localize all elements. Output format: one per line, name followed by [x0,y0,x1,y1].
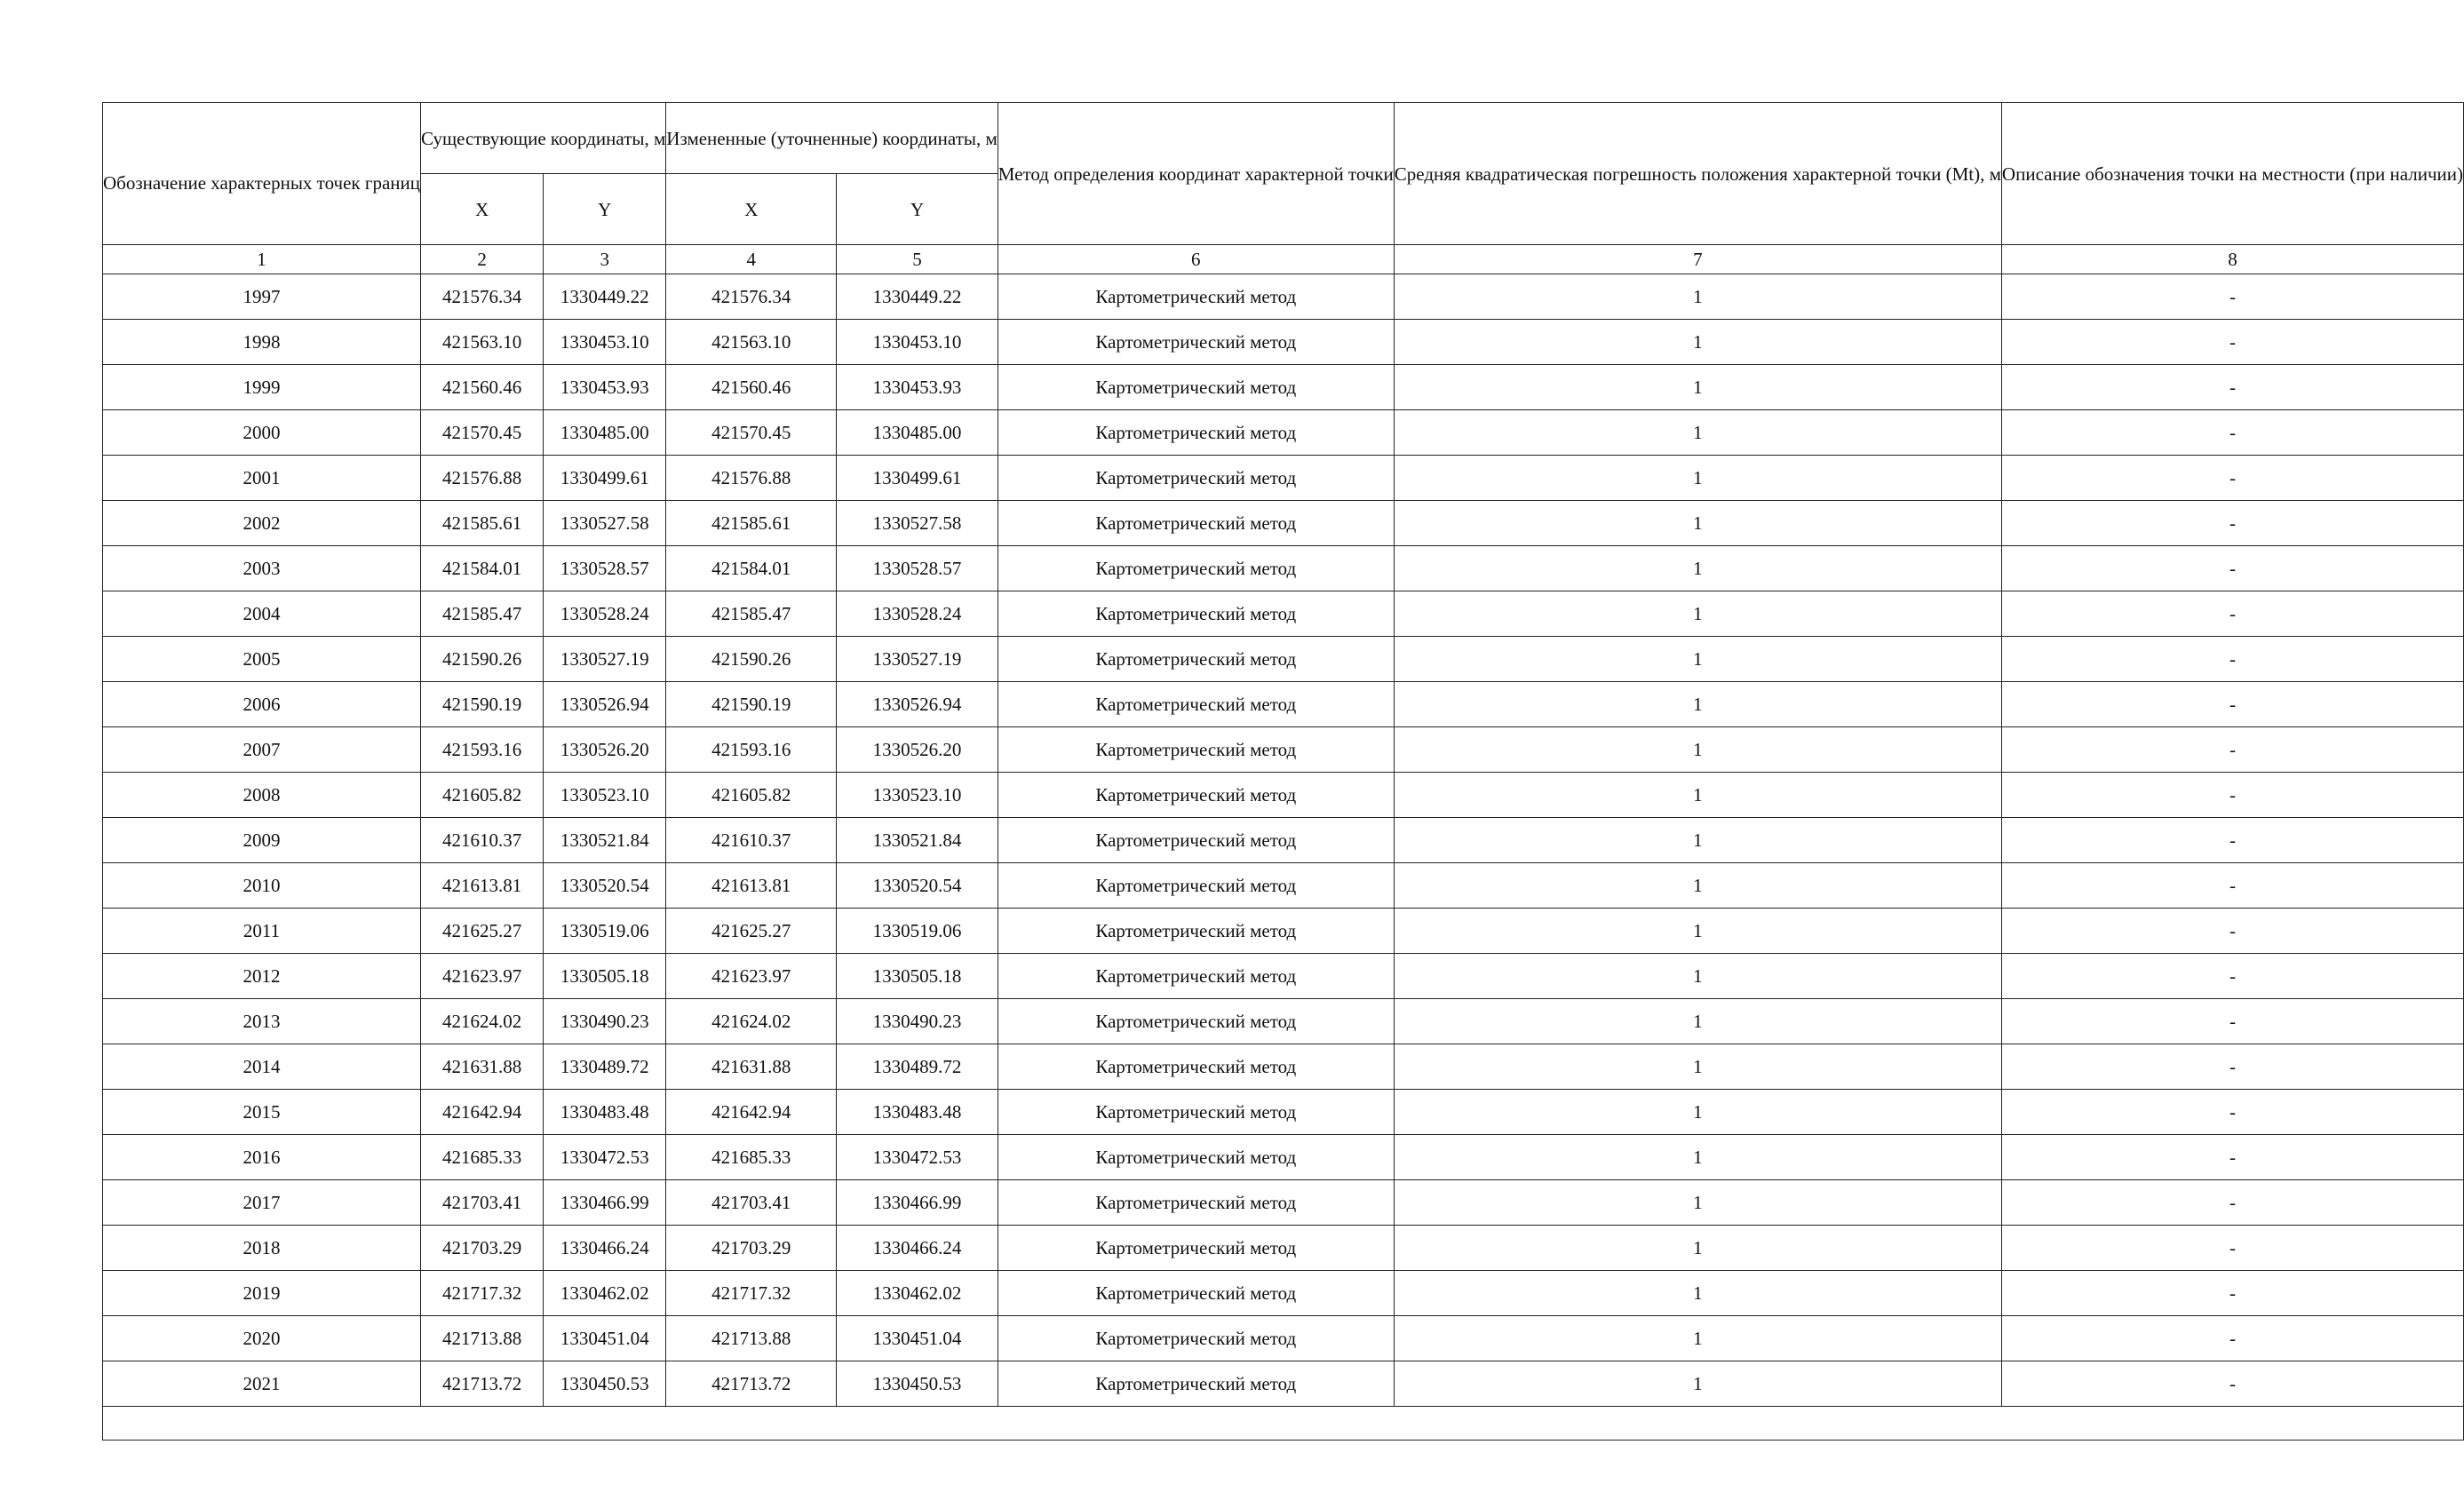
changed-y-cell: 1330451.04 [837,1316,998,1361]
column-number: 2 [421,245,544,274]
changed-x-cell: 421563.10 [666,320,837,365]
header-description: Описание обозначения точки на местности (при наличии) [2001,103,2463,245]
point-designation: 2019 [103,1271,421,1316]
changed-y-cell: 1330527.58 [837,501,998,546]
description-cell: - [2001,1226,2463,1271]
existing-y-cell: 1330526.94 [544,682,666,727]
changed-x-cell: 421642.94 [666,1090,837,1135]
description-cell: - [2001,818,2463,863]
changed-y-cell: 1330528.24 [837,591,998,637]
existing-x-cell: 421713.72 [421,1361,544,1407]
changed-x-cell: 421613.81 [666,863,837,909]
description-cell: - [2001,682,2463,727]
table-row [103,1226,2464,1271]
method-cell: Картометрический метод [998,546,1394,591]
column-number: 4 [666,245,837,274]
method-cell: Картометрический метод [998,1135,1394,1180]
existing-x-cell: 421631.88 [421,1044,544,1090]
table-row [103,954,2464,999]
changed-x-cell: 421631.88 [666,1044,837,1090]
changed-y-cell: 1330523.10 [837,773,998,818]
mean-error-cell: 1 [1394,365,2001,410]
method-cell: Картометрический метод [998,365,1394,410]
mean-error-cell: 1 [1394,1044,2001,1090]
existing-x-cell: 421613.81 [421,863,544,909]
changed-x-cell: 421576.88 [666,456,837,501]
point-designation: 2004 [103,591,421,637]
table-row [103,1271,2464,1316]
changed-x-cell: 421623.97 [666,954,837,999]
method-cell: Картометрический метод [998,1226,1394,1271]
mean-error-cell: 1 [1394,546,2001,591]
changed-x-cell: 421713.88 [666,1316,837,1361]
existing-y-cell: 1330527.19 [544,637,666,682]
existing-y-cell: 1330483.48 [544,1090,666,1135]
changed-y-cell: 1330520.54 [837,863,998,909]
mean-error-cell: 1 [1394,727,2001,773]
point-designation: 2009 [103,818,421,863]
point-designation: 2013 [103,999,421,1044]
description-cell: - [2001,727,2463,773]
method-cell: Картометрический метод [998,1271,1394,1316]
method-cell: Картометрический метод [998,818,1394,863]
existing-y-cell: 1330499.61 [544,456,666,501]
mean-error-cell: 1 [1394,410,2001,456]
method-cell: Картометрический метод [998,909,1394,954]
column-number: 5 [837,245,998,274]
column-number: 7 [1394,245,2001,274]
changed-y-cell: 1330490.23 [837,999,998,1044]
footer-empty-cell [103,1407,2464,1441]
point-designation: 2006 [103,682,421,727]
mean-error-cell: 1 [1394,1271,2001,1316]
point-designation: 2021 [103,1361,421,1407]
method-cell: Картометрический метод [998,1044,1394,1090]
existing-x-cell: 421610.37 [421,818,544,863]
table-row [103,1316,2464,1361]
table-row [103,1135,2464,1180]
point-designation: 1999 [103,365,421,410]
table-row [103,863,2464,909]
changed-y-cell: 1330527.19 [837,637,998,682]
description-cell: - [2001,1044,2463,1090]
changed-y-cell: 1330519.06 [837,909,998,954]
description-cell: - [2001,909,2463,954]
existing-x-cell: 421576.88 [421,456,544,501]
header-changed-x: X [666,174,837,245]
mean-error-cell: 1 [1394,1226,2001,1271]
table-row [103,1044,2464,1090]
description-cell: - [2001,773,2463,818]
changed-x-cell: 421590.19 [666,682,837,727]
point-designation: 2003 [103,546,421,591]
existing-y-cell: 1330466.24 [544,1226,666,1271]
mean-error-cell: 1 [1394,274,2001,320]
existing-y-cell: 1330453.93 [544,365,666,410]
description-cell: - [2001,1316,2463,1361]
header-existing-y: Y [544,174,666,245]
column-number: 6 [998,245,1394,274]
point-designation: 2001 [103,456,421,501]
point-designation: 1998 [103,320,421,365]
changed-x-cell: 421593.16 [666,727,837,773]
changed-y-cell: 1330499.61 [837,456,998,501]
table-row [103,501,2464,546]
description-cell: - [2001,637,2463,682]
table-row [103,909,2464,954]
table-row [103,365,2464,410]
existing-y-cell: 1330528.57 [544,546,666,591]
changed-x-cell: 421625.27 [666,909,837,954]
existing-x-cell: 421624.02 [421,999,544,1044]
point-designation: 2005 [103,637,421,682]
column-number: 8 [2001,245,2463,274]
existing-x-cell: 421605.82 [421,773,544,818]
mean-error-cell: 1 [1394,1361,2001,1407]
existing-x-cell: 421717.32 [421,1271,544,1316]
description-cell: - [2001,1135,2463,1180]
existing-x-cell: 421585.47 [421,591,544,637]
method-cell: Картометрический метод [998,863,1394,909]
header-changed-coordinates: Измененные (уточненные) координаты, м [666,103,998,174]
description-cell: - [2001,1180,2463,1226]
description-cell: - [2001,954,2463,999]
point-designation: 2015 [103,1090,421,1135]
mean-error-cell: 1 [1394,1316,2001,1361]
description-cell: - [2001,365,2463,410]
point-designation: 2017 [103,1180,421,1226]
method-cell: Картометрический метод [998,999,1394,1044]
method-cell: Картометрический метод [998,1361,1394,1407]
table-row [103,456,2464,501]
description-cell: - [2001,863,2463,909]
changed-x-cell: 421590.26 [666,637,837,682]
point-designation: 2018 [103,1226,421,1271]
changed-y-cell: 1330462.02 [837,1271,998,1316]
header-method: Метод определения координат характерной точки [998,103,1394,245]
changed-y-cell: 1330453.93 [837,365,998,410]
coordinates-sheet [102,102,2464,1441]
existing-y-cell: 1330523.10 [544,773,666,818]
existing-y-cell: 1330505.18 [544,954,666,999]
description-cell: - [2001,501,2463,546]
mean-error-cell: 1 [1394,501,2001,546]
mean-error-cell: 1 [1394,456,2001,501]
changed-x-cell: 421584.01 [666,546,837,591]
mean-error-cell: 1 [1394,773,2001,818]
changed-x-cell: 421570.45 [666,410,837,456]
changed-x-cell: 421717.32 [666,1271,837,1316]
changed-x-cell: 421585.47 [666,591,837,637]
method-cell: Картометрический метод [998,773,1394,818]
description-cell: - [2001,546,2463,591]
table-row [103,274,2464,320]
changed-y-cell: 1330453.10 [837,320,998,365]
existing-x-cell: 421590.19 [421,682,544,727]
existing-y-cell: 1330453.10 [544,320,666,365]
description-cell: - [2001,410,2463,456]
point-designation: 2008 [103,773,421,818]
mean-error-cell: 1 [1394,1090,2001,1135]
changed-x-cell: 421576.34 [666,274,837,320]
mean-error-cell: 1 [1394,682,2001,727]
changed-y-cell: 1330528.57 [837,546,998,591]
column-number-row [103,245,2464,274]
mean-error-cell: 1 [1394,999,2001,1044]
point-designation: 2000 [103,410,421,456]
changed-y-cell: 1330466.24 [837,1226,998,1271]
mean-error-cell: 1 [1394,909,2001,954]
method-cell: Картометрический метод [998,410,1394,456]
table-row [103,682,2464,727]
point-designation: 2014 [103,1044,421,1090]
changed-x-cell: 421703.41 [666,1180,837,1226]
method-cell: Картометрический метод [998,954,1394,999]
description-cell: - [2001,1361,2463,1407]
table-row [103,818,2464,863]
table-row [103,1090,2464,1135]
method-cell: Картометрический метод [998,1090,1394,1135]
point-designation: 1997 [103,274,421,320]
existing-x-cell: 421713.88 [421,1316,544,1361]
table-row [103,1361,2464,1407]
point-designation: 2011 [103,909,421,954]
table-row [103,773,2464,818]
method-cell: Картометрический метод [998,1180,1394,1226]
existing-x-cell: 421625.27 [421,909,544,954]
point-designation: 2007 [103,727,421,773]
existing-x-cell: 421585.61 [421,501,544,546]
method-cell: Картометрический метод [998,501,1394,546]
changed-x-cell: 421585.61 [666,501,837,546]
existing-y-cell: 1330490.23 [544,999,666,1044]
changed-x-cell: 421605.82 [666,773,837,818]
method-cell: Картометрический метод [998,727,1394,773]
changed-y-cell: 1330472.53 [837,1135,998,1180]
existing-y-cell: 1330520.54 [544,863,666,909]
coordinates-table [102,102,2464,1441]
existing-y-cell: 1330451.04 [544,1316,666,1361]
existing-x-cell: 421584.01 [421,546,544,591]
point-designation: 2010 [103,863,421,909]
existing-x-cell: 421703.41 [421,1180,544,1226]
existing-x-cell: 421570.45 [421,410,544,456]
existing-y-cell: 1330466.99 [544,1180,666,1226]
changed-y-cell: 1330526.20 [837,727,998,773]
existing-y-cell: 1330519.06 [544,909,666,954]
existing-x-cell: 421576.34 [421,274,544,320]
mean-error-cell: 1 [1394,320,2001,365]
method-cell: Картометрический метод [998,1316,1394,1361]
column-number: 3 [544,245,666,274]
existing-y-cell: 1330489.72 [544,1044,666,1090]
mean-error-cell: 1 [1394,591,2001,637]
existing-x-cell: 421590.26 [421,637,544,682]
mean-error-cell: 1 [1394,863,2001,909]
existing-y-cell: 1330472.53 [544,1135,666,1180]
method-cell: Картометрический метод [998,456,1394,501]
method-cell: Картометрический метод [998,591,1394,637]
header-mean-error: Средняя квадратическая погрешность положения характерной точки (Mt), м [1394,103,2001,245]
table-footer-row [103,1407,2464,1441]
existing-y-cell: 1330528.24 [544,591,666,637]
existing-x-cell: 421642.94 [421,1090,544,1135]
changed-y-cell: 1330521.84 [837,818,998,863]
table-row [103,320,2464,365]
existing-y-cell: 1330521.84 [544,818,666,863]
method-cell: Картометрический метод [998,274,1394,320]
point-designation: 2016 [103,1135,421,1180]
changed-y-cell: 1330450.53 [837,1361,998,1407]
mean-error-cell: 1 [1394,954,2001,999]
existing-x-cell: 421560.46 [421,365,544,410]
table-row [103,546,2464,591]
existing-x-cell: 421623.97 [421,954,544,999]
existing-x-cell: 421593.16 [421,727,544,773]
changed-x-cell: 421560.46 [666,365,837,410]
table-row [103,999,2464,1044]
description-cell: - [2001,1271,2463,1316]
existing-y-cell: 1330526.20 [544,727,666,773]
table-row [103,637,2464,682]
description-cell: - [2001,591,2463,637]
header-changed-y: Y [837,174,998,245]
changed-y-cell: 1330449.22 [837,274,998,320]
table-row [103,1180,2464,1226]
changed-x-cell: 421685.33 [666,1135,837,1180]
mean-error-cell: 1 [1394,637,2001,682]
changed-y-cell: 1330483.48 [837,1090,998,1135]
changed-y-cell: 1330489.72 [837,1044,998,1090]
table-row [103,727,2464,773]
method-cell: Картометрический метод [998,320,1394,365]
column-number: 1 [103,245,421,274]
changed-x-cell: 421624.02 [666,999,837,1044]
header-existing-coordinates: Существующие координаты, м [421,103,666,174]
description-cell: - [2001,320,2463,365]
description-cell: - [2001,1090,2463,1135]
existing-x-cell: 421563.10 [421,320,544,365]
existing-x-cell: 421685.33 [421,1135,544,1180]
point-designation: 2020 [103,1316,421,1361]
method-cell: Картометрический метод [998,637,1394,682]
changed-y-cell: 1330466.99 [837,1180,998,1226]
mean-error-cell: 1 [1394,1135,2001,1180]
mean-error-cell: 1 [1394,1180,2001,1226]
point-designation: 2012 [103,954,421,999]
changed-y-cell: 1330526.94 [837,682,998,727]
changed-y-cell: 1330485.00 [837,410,998,456]
changed-y-cell: 1330505.18 [837,954,998,999]
existing-y-cell: 1330527.58 [544,501,666,546]
header-point-designation: Обозначение характерных точек границ [103,103,421,245]
mean-error-cell: 1 [1394,818,2001,863]
method-cell: Картометрический метод [998,682,1394,727]
changed-x-cell: 421713.72 [666,1361,837,1407]
changed-x-cell: 421610.37 [666,818,837,863]
existing-x-cell: 421703.29 [421,1226,544,1271]
description-cell: - [2001,274,2463,320]
existing-y-cell: 1330462.02 [544,1271,666,1316]
description-cell: - [2001,456,2463,501]
existing-y-cell: 1330449.22 [544,274,666,320]
table-row [103,410,2464,456]
changed-x-cell: 421703.29 [666,1226,837,1271]
point-designation: 2002 [103,501,421,546]
existing-y-cell: 1330450.53 [544,1361,666,1407]
existing-y-cell: 1330485.00 [544,410,666,456]
header-existing-x: X [421,174,544,245]
table-row [103,591,2464,637]
description-cell: - [2001,999,2463,1044]
